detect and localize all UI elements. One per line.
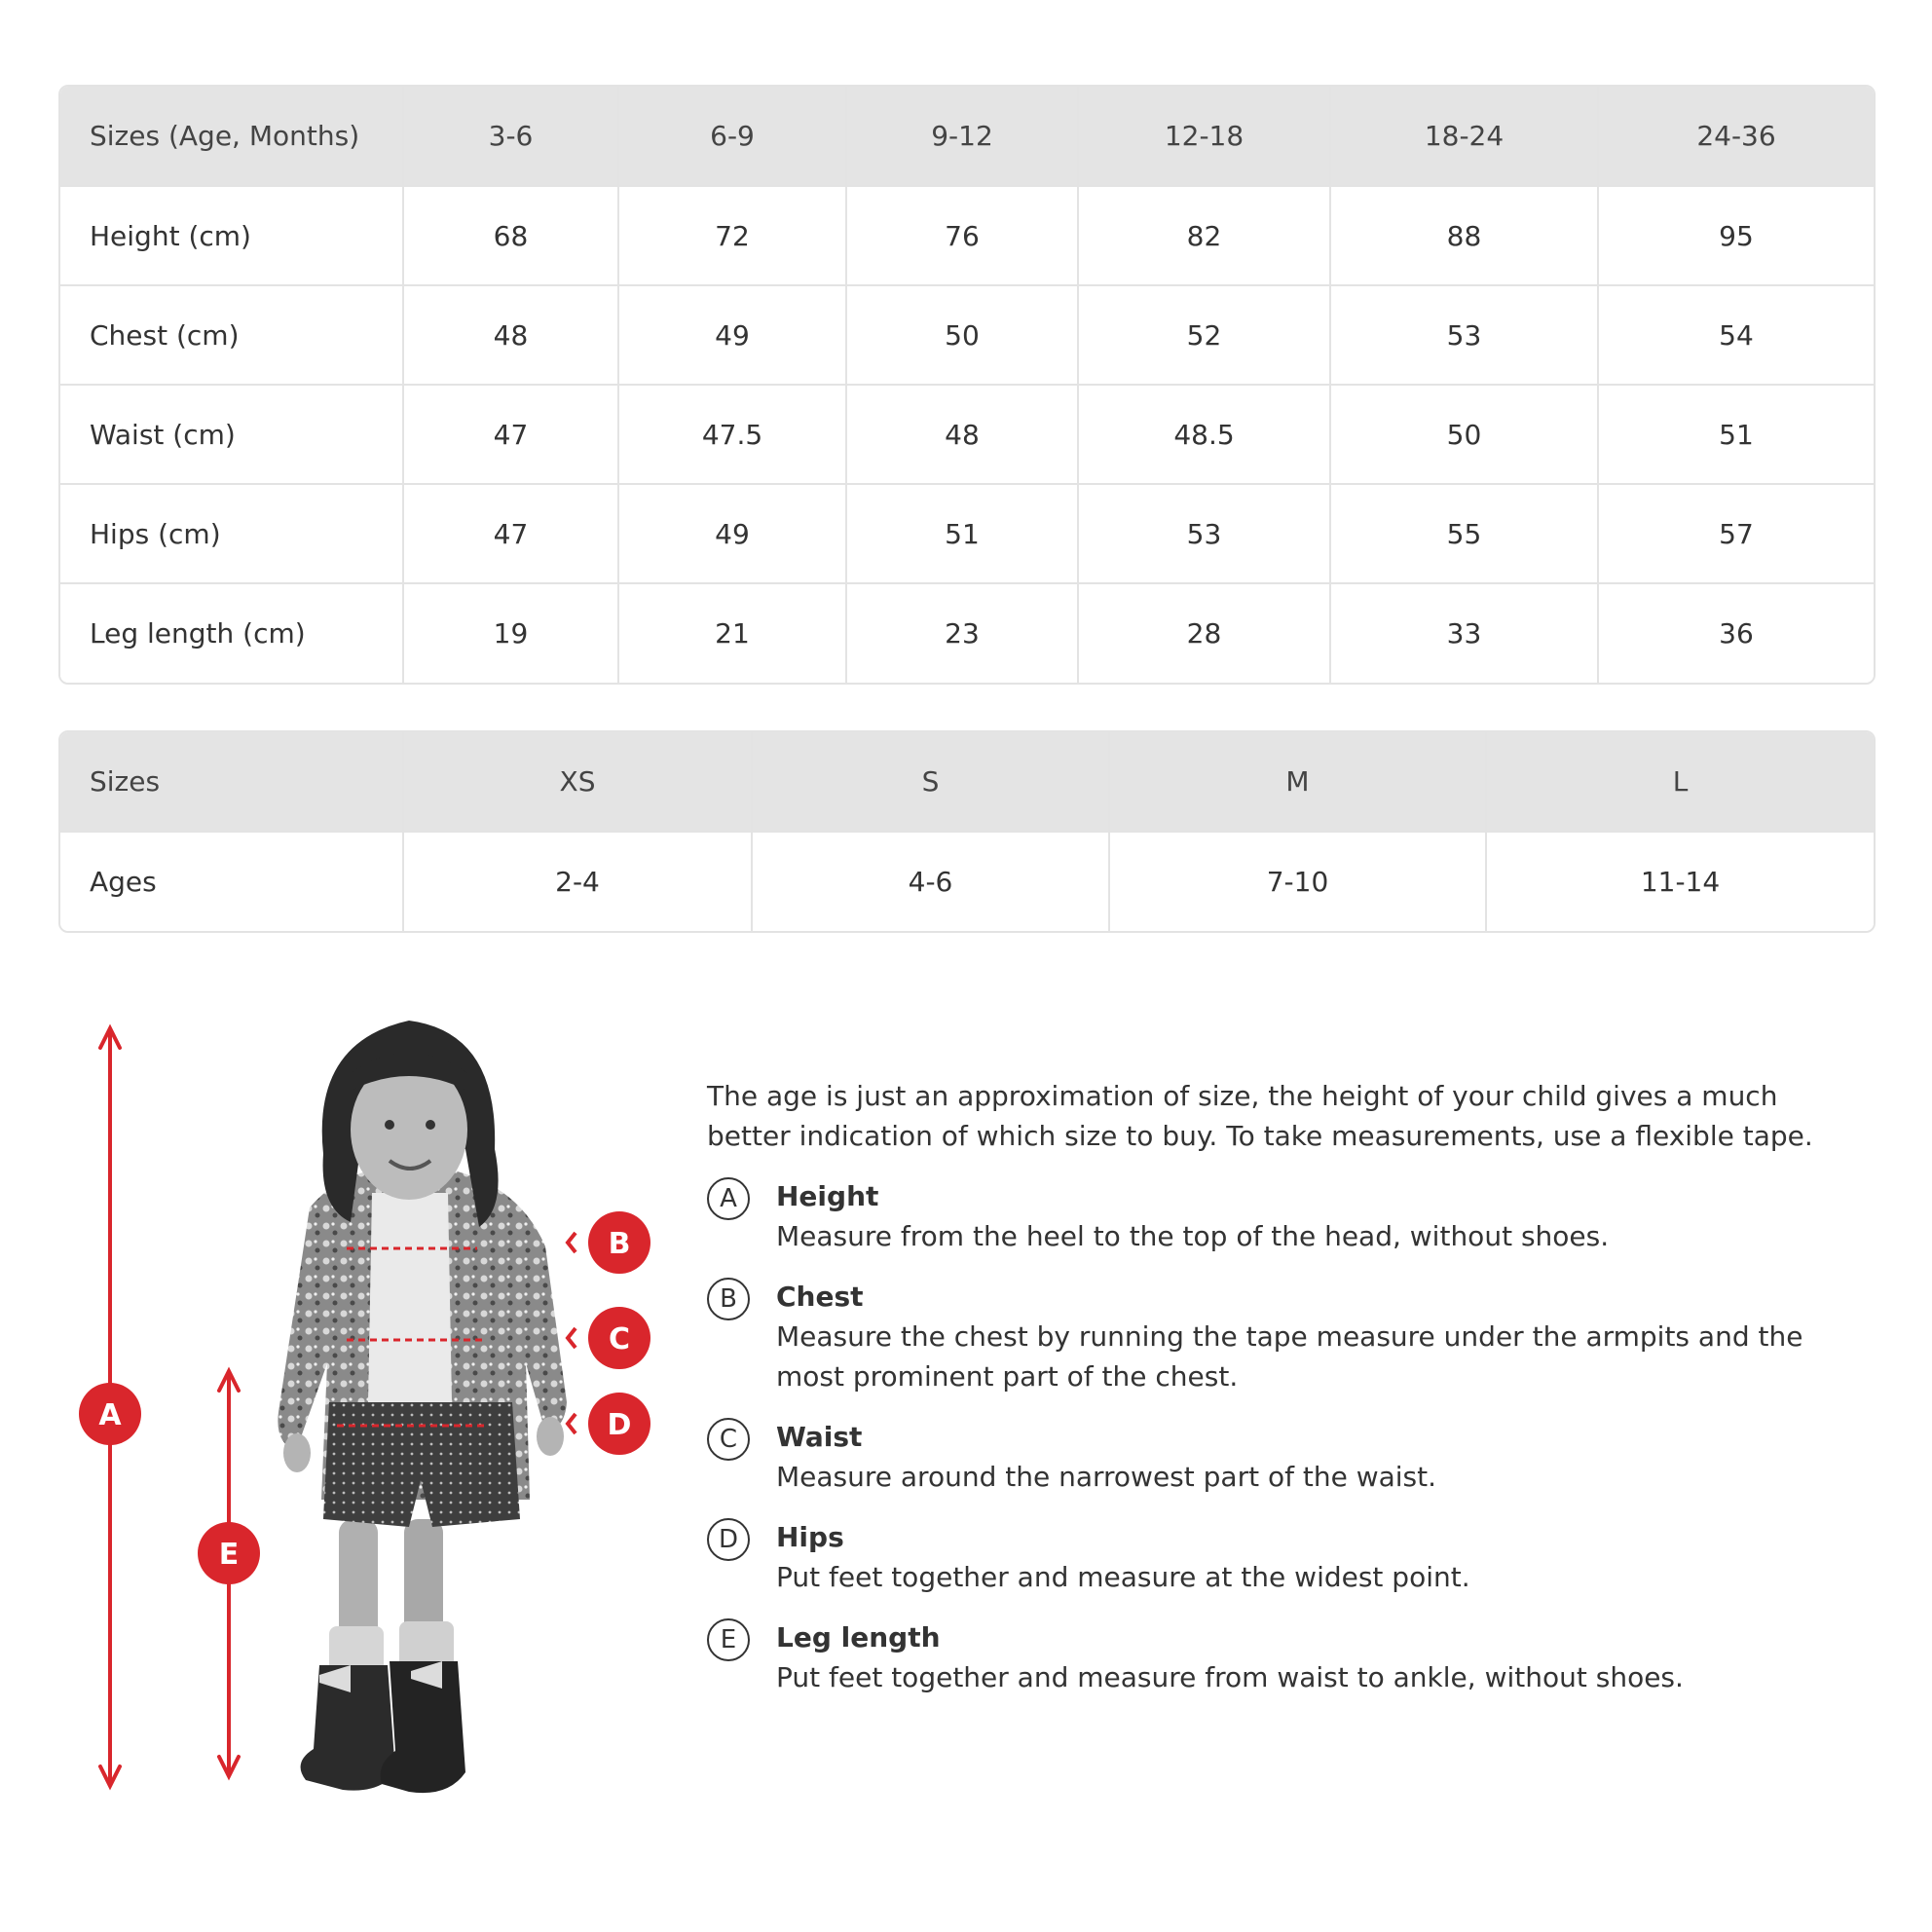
table-cell: 72 — [618, 186, 846, 285]
size-chart-by-age — [58, 85, 1876, 685]
marker-c-label: C — [608, 1322, 631, 1356]
table-cell: 47.5 — [618, 385, 846, 484]
table-cell: 53 — [1078, 484, 1330, 583]
table-cell: 55 — [1330, 484, 1598, 583]
table-row-chest — [60, 285, 1874, 385]
table-row-waist — [60, 385, 1874, 484]
table-cell: 52 — [1078, 285, 1330, 385]
row-label: Ages — [60, 832, 403, 931]
measure-description: Put feet together and measure at the widest point. — [776, 1561, 1470, 1593]
header-cell: 18-24 — [1330, 87, 1598, 186]
measurement-illustration — [58, 993, 682, 1831]
measure-description: Put feet together and measure from waist to ankle, without shoes. — [776, 1661, 1684, 1693]
table-cell: 19 — [403, 583, 618, 683]
header-cell: 12-18 — [1078, 87, 1330, 186]
marker-a-label: A — [98, 1398, 122, 1432]
table-cell: 4-6 — [752, 832, 1109, 931]
table-row-height — [60, 186, 1874, 285]
measure-height — [707, 1177, 1856, 1256]
measure-hips — [707, 1518, 1856, 1597]
table-header-row — [60, 732, 1874, 832]
table-cell: 51 — [846, 484, 1078, 583]
table-cell: 47 — [403, 385, 618, 484]
table-cell: 51 — [1598, 385, 1874, 484]
table-cell: 2-4 — [403, 832, 752, 931]
table-row-hips — [60, 484, 1874, 583]
header-cell: 6-9 — [618, 87, 846, 186]
guide-intro: The age is just an approximation of size, the height of your child gives a much better indication of which size to buy. To take measurements, use a flexible tape. — [707, 1080, 1813, 1152]
marker-b — [568, 1211, 650, 1274]
header-cell: 3-6 — [403, 87, 618, 186]
table-row-leg-length — [60, 583, 1874, 683]
letter-badge-d: D — [707, 1518, 750, 1561]
measure-description: Measure from the heel to the top of the head, without shoes. — [776, 1220, 1610, 1252]
letter-badge-c: C — [707, 1418, 750, 1461]
measure-chest — [707, 1278, 1856, 1396]
measure-description: Measure around the narrowest part of the waist. — [776, 1461, 1437, 1493]
header-cell: XS — [403, 732, 752, 832]
measure-description: Measure the chest by running the tape measure under the armpits and the most prominent part of the chest. — [776, 1320, 1803, 1393]
table-cell: 48 — [403, 285, 618, 385]
table-cell: 54 — [1598, 285, 1874, 385]
marker-e — [198, 1522, 260, 1584]
marker-d — [568, 1393, 650, 1455]
header-cell: 24-36 — [1598, 87, 1874, 186]
table-cell: 47 — [403, 484, 618, 583]
row-label: Chest (cm) — [60, 285, 403, 385]
header-cell: M — [1109, 732, 1486, 832]
measure-title: Height — [776, 1180, 879, 1212]
table-row-ages — [60, 832, 1874, 931]
table-cell: 49 — [618, 285, 846, 385]
header-cell: Sizes — [60, 732, 403, 832]
table-cell: 49 — [618, 484, 846, 583]
table-header-row — [60, 87, 1874, 186]
marker-d-label: D — [607, 1408, 632, 1442]
header-cell: Sizes (Age, Months) — [60, 87, 403, 186]
letter-badge-b: B — [707, 1278, 750, 1320]
table-cell: 68 — [403, 186, 618, 285]
table-cell: 50 — [846, 285, 1078, 385]
table-cell: 11-14 — [1486, 832, 1874, 931]
table-cell: 48.5 — [1078, 385, 1330, 484]
marker-a — [79, 1383, 141, 1445]
row-label: Leg length (cm) — [60, 583, 403, 683]
measure-title: Waist — [776, 1421, 863, 1453]
marker-c — [568, 1307, 650, 1369]
row-label: Height (cm) — [60, 186, 403, 285]
table-cell: 88 — [1330, 186, 1598, 285]
marker-e-label: E — [218, 1538, 240, 1572]
letter-badge-e: E — [707, 1618, 750, 1661]
table-cell: 23 — [846, 583, 1078, 683]
table-cell: 76 — [846, 186, 1078, 285]
table-cell: 28 — [1078, 583, 1330, 683]
table-cell: 57 — [1598, 484, 1874, 583]
size-chart-by-letter — [58, 730, 1876, 933]
table-cell: 82 — [1078, 186, 1330, 285]
measure-title: Hips — [776, 1521, 844, 1553]
letter-badge-a: A — [707, 1177, 750, 1220]
measuring-guide — [707, 1076, 1856, 1719]
header-cell: S — [752, 732, 1109, 832]
measure-title: Chest — [776, 1281, 864, 1313]
table-cell: 95 — [1598, 186, 1874, 285]
header-cell: L — [1486, 732, 1874, 832]
measure-title: Leg length — [776, 1621, 941, 1653]
table-cell: 48 — [846, 385, 1078, 484]
row-label: Hips (cm) — [60, 484, 403, 583]
table-cell: 53 — [1330, 285, 1598, 385]
measure-waist — [707, 1418, 1856, 1497]
table-cell: 21 — [618, 583, 846, 683]
table-cell: 36 — [1598, 583, 1874, 683]
header-cell: 9-12 — [846, 87, 1078, 186]
child-figure — [278, 1021, 567, 1793]
row-label: Waist (cm) — [60, 385, 403, 484]
measure-leg-length — [707, 1618, 1856, 1697]
table-cell: 33 — [1330, 583, 1598, 683]
table-cell: 50 — [1330, 385, 1598, 484]
table-cell: 7-10 — [1109, 832, 1486, 931]
marker-b-label: B — [608, 1227, 631, 1261]
